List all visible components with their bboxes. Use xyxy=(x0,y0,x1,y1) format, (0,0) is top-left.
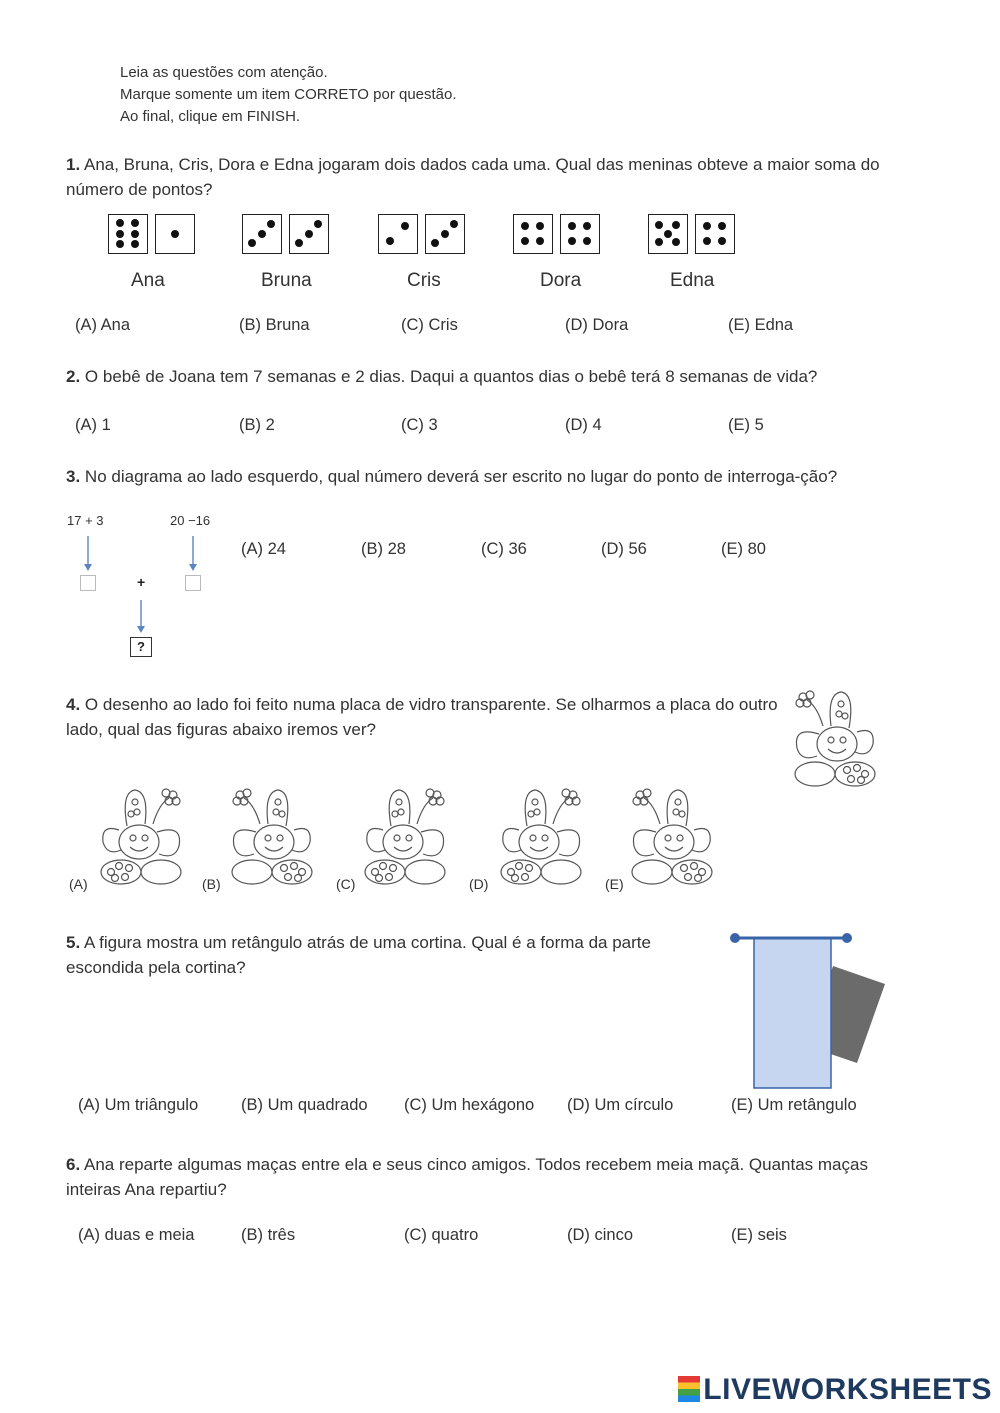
q6-option-a[interactable]: (A) duas e meia xyxy=(78,1226,195,1244)
question-body: No diagrama ao lado esquerdo, qual número deverá ser escrito no lugar do ponto de interroga-ção? xyxy=(84,467,838,486)
die-pip xyxy=(536,237,544,245)
instruction-line: Leia as questões com atenção. xyxy=(120,64,328,81)
q5-option-d[interactable]: (D) Um círculo xyxy=(567,1096,674,1114)
curtain-figure xyxy=(725,928,890,1093)
instruction-line: Ao final, clique em FINISH. xyxy=(120,108,301,125)
die-pip xyxy=(568,222,576,230)
q3-option-c[interactable]: (C) 36 xyxy=(481,540,527,558)
question-1-text xyxy=(66,152,896,202)
die-pip xyxy=(568,237,576,245)
diagram-right-expression: 20 −16 xyxy=(170,513,211,528)
question-5-text xyxy=(66,930,726,980)
instructions xyxy=(120,62,457,128)
q1-option-b[interactable]: (B) Bruna xyxy=(239,316,310,334)
die-edna-2 xyxy=(695,214,735,254)
dice-label-ana: Ana xyxy=(131,270,165,291)
question-body: Ana reparte algumas maças entre ela e seus cinco amigos. Todos recebem meia maçã. Quantas maças inteiras Ana repartiu? xyxy=(66,1155,868,1199)
question-body: O desenho ao lado foi feito numa placa de vidro transparente. Se olharmos a placa do outro lado, qual das figuras abaixo iremos ver? xyxy=(66,695,778,739)
question-body: Ana, Bruna, Cris, Dora e Edna jogaram dois dados cada uma. Qual das meninas obteve a maior soma do número de pontos? xyxy=(66,155,880,199)
butterfly-reference-drawing xyxy=(783,686,888,794)
q1-option-c[interactable]: (C) Cris xyxy=(401,316,458,334)
q1-option-d[interactable]: (D) Dora xyxy=(565,316,629,334)
die-pip xyxy=(655,221,663,229)
die-pip xyxy=(116,240,124,248)
logo-icon xyxy=(678,1376,700,1402)
die-pip xyxy=(703,237,711,245)
logo-text: LIVEWORKSHEETS xyxy=(703,1373,992,1406)
liveworksheets-logo[interactable] xyxy=(678,1373,992,1407)
dice-label-edna: Edna xyxy=(670,270,715,291)
die-pip xyxy=(116,230,124,238)
q2-option-b[interactable]: (B) 2 xyxy=(239,416,275,434)
question-number: 5. xyxy=(66,933,81,952)
die-pip xyxy=(521,237,529,245)
die-pip xyxy=(583,237,591,245)
die-pip xyxy=(386,237,394,245)
q4-option-b[interactable]: (B) xyxy=(202,876,221,892)
die-ana-1 xyxy=(108,214,148,254)
die-pip xyxy=(664,230,672,238)
q3-option-e[interactable]: (E) 80 xyxy=(721,540,766,558)
butterfly-option-d[interactable] xyxy=(488,784,593,892)
diagram-left-expression: 17 + 3 xyxy=(67,513,104,528)
q3-option-a[interactable]: (A) 24 xyxy=(241,540,286,558)
die-pip xyxy=(248,239,256,247)
die-pip xyxy=(258,230,266,238)
q3-option-b[interactable]: (B) 28 xyxy=(361,540,406,558)
question-number: 2. xyxy=(66,367,81,386)
die-pip xyxy=(131,219,139,227)
die-pip xyxy=(718,222,726,230)
question-number: 3. xyxy=(66,467,81,486)
q2-option-e[interactable]: (E) 5 xyxy=(728,416,764,434)
q4-option-d[interactable]: (D) xyxy=(469,876,489,892)
empty-box-left xyxy=(80,575,96,591)
question-4-text xyxy=(66,692,778,742)
die-pip xyxy=(655,238,663,246)
die-pip xyxy=(131,230,139,238)
q5-option-c[interactable]: (C) Um hexágono xyxy=(404,1096,535,1114)
q5-option-a[interactable]: (A) Um triângulo xyxy=(78,1096,199,1114)
die-pip xyxy=(295,239,303,247)
q6-option-c[interactable]: (C) quatro xyxy=(404,1226,479,1244)
die-pip xyxy=(441,230,449,238)
q4-option-c[interactable]: (C) xyxy=(336,876,356,892)
die-bruna-1 xyxy=(242,214,282,254)
q6-option-d[interactable]: (D) cinco xyxy=(567,1226,634,1244)
q5-option-b[interactable]: (B) Um quadrado xyxy=(241,1096,368,1114)
butterfly-option-e[interactable] xyxy=(620,784,725,892)
q1-option-e[interactable]: (E) Edna xyxy=(728,316,794,334)
question-number: 4. xyxy=(66,695,81,714)
die-pip xyxy=(718,237,726,245)
die-pip xyxy=(116,219,124,227)
die-ana-2 xyxy=(155,214,195,254)
dice-label-cris: Cris xyxy=(407,270,441,291)
empty-box-right xyxy=(185,575,201,591)
q2-option-c[interactable]: (C) 3 xyxy=(401,416,438,434)
q4-option-e[interactable]: (E) xyxy=(605,876,624,892)
question-3-text xyxy=(66,464,896,489)
die-pip xyxy=(583,222,591,230)
die-pip xyxy=(450,220,458,228)
die-pip xyxy=(672,221,680,229)
butterfly-option-a[interactable] xyxy=(88,784,193,892)
instruction-line: Marque somente um item CORRETO por questão. xyxy=(120,86,457,103)
die-edna-1 xyxy=(648,214,688,254)
q5-option-e[interactable]: (E) Um retângulo xyxy=(731,1096,857,1114)
q6-option-e[interactable]: (E) seis xyxy=(731,1226,787,1244)
question-body: O bebê de Joana tem 7 semanas e 2 dias. Daqui a quantos dias o bebê terá 8 semanas de vida? xyxy=(84,367,818,386)
question-6-text xyxy=(66,1152,896,1202)
die-bruna-2 xyxy=(289,214,329,254)
curtain xyxy=(754,938,831,1088)
die-pip xyxy=(703,222,711,230)
q3-option-d[interactable]: (D) 56 xyxy=(601,540,647,558)
die-pip xyxy=(131,240,139,248)
die-cris-1 xyxy=(378,214,418,254)
question-number: 6. xyxy=(66,1155,81,1174)
die-pip xyxy=(401,222,409,230)
die-pip xyxy=(305,230,313,238)
question-2-text xyxy=(66,364,896,389)
plus-operator: + xyxy=(137,574,146,590)
q6-option-b[interactable]: (B) três xyxy=(241,1226,296,1244)
die-dora-2 xyxy=(560,214,600,254)
butterfly-option-b[interactable] xyxy=(220,784,325,892)
q4-option-a[interactable]: (A) xyxy=(69,876,88,892)
die-pip xyxy=(536,222,544,230)
q1-option-a[interactable]: (A) Ana xyxy=(75,316,131,334)
die-pip xyxy=(521,222,529,230)
butterfly-option-c[interactable] xyxy=(352,784,457,892)
q2-option-d[interactable]: (D) 4 xyxy=(565,416,602,434)
die-pip xyxy=(267,220,275,228)
die-dora-1 xyxy=(513,214,553,254)
die-cris-2 xyxy=(425,214,465,254)
dice-label-dora: Dora xyxy=(540,270,582,291)
die-pip xyxy=(431,239,439,247)
die-pip xyxy=(314,220,322,228)
question-body: A figura mostra um retângulo atrás de uma cortina. Qual é a forma da parte escondida pela cortina? xyxy=(66,933,651,977)
dice-label-bruna: Bruna xyxy=(261,270,312,291)
question-number: 1. xyxy=(66,155,81,174)
die-pip xyxy=(171,230,179,238)
question-mark-box: ? xyxy=(130,637,152,657)
die-pip xyxy=(672,238,680,246)
q2-option-a[interactable]: (A) 1 xyxy=(75,416,111,434)
